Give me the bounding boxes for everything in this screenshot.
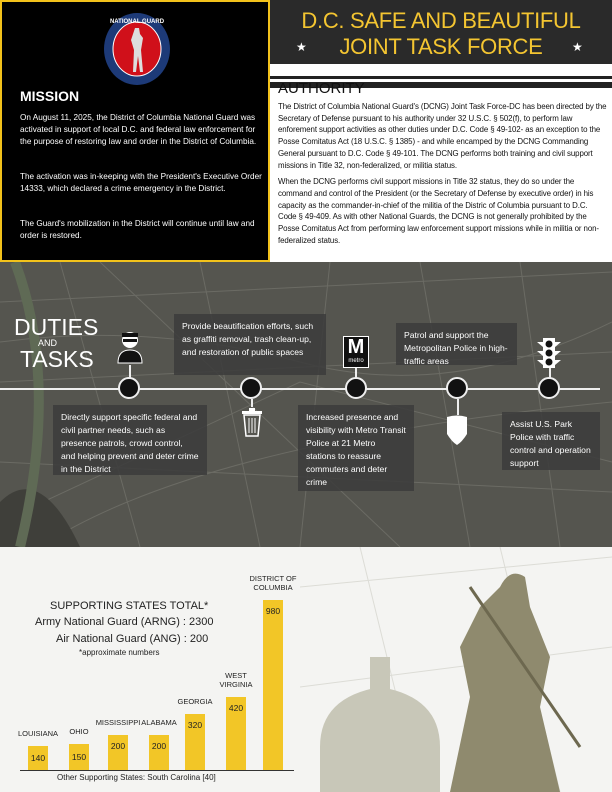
duties-title-word: TASKS xyxy=(20,346,94,372)
mission-title: MISSION xyxy=(20,88,80,104)
bar xyxy=(263,600,283,770)
duty-item: Increased presence and visibility with Metro Transit Police at 21 Metro stations to reassure commuters and deter crime xyxy=(298,405,414,491)
timeline-node xyxy=(345,377,367,399)
duties-title-and: AND xyxy=(38,338,58,348)
totals-title: SUPPORTING STATES TOTAL* xyxy=(50,600,209,612)
bar-value: 150 xyxy=(71,751,87,762)
other-states-note: Other Supporting States: South Carolina [40] xyxy=(57,773,216,782)
duty-item: Directly support specific federal and civil partner needs, such as presence patrols, crowd control, and helping prevent and deter crime in the District xyxy=(53,405,207,475)
star-icon: ★ xyxy=(572,40,583,54)
arng-total: Army National Guard (ARNG) : 2300 xyxy=(35,616,214,628)
duty-item: Patrol and support the Metropolitan Police in high-traffic areas xyxy=(396,323,517,365)
duties-section xyxy=(0,262,612,547)
authority-paragraph: The District of Columbia National Guard's (DCNG) Joint Task Force-DC has been directed by the Secretary of Defense pursuant to his authority under 32 U.S.C. § 502(f), to perform law enforement support activities as other duties under D.C. Code § 49-102- as an exception to the Posse Comitatus Act (18 U.S.C. § 1385) - and while encamped by the DCNG Commanding General pursuant to D.C. Code § 49-101. The DCNG performs both training and civil support missions in Title 32, non-federalized, or militia status. xyxy=(278,102,607,170)
metro-word: metro xyxy=(348,358,364,364)
police-shield-icon xyxy=(445,414,469,446)
bar-label: WEST VIRGINIA xyxy=(219,671,253,690)
national-guard-logo xyxy=(102,12,172,87)
bar-label: OHIO xyxy=(69,726,89,736)
traffic-light-icon xyxy=(537,338,561,368)
authority-title: AUTHORITY xyxy=(278,80,365,97)
title-line-2: JOINT TASK FORCE xyxy=(339,34,543,59)
duties-title-word: DUTIES xyxy=(14,314,99,340)
svg-text:NATIONAL GUARD: NATIONAL GUARD xyxy=(109,19,165,25)
header-banner xyxy=(270,0,612,64)
mission-paragraph: On August 11, 2025, the District of Columbia National Guard was activated in support of local D.C. and federal law enforcement for the purpose of restoring law and order in the District of Columbia. xyxy=(20,113,257,146)
timeline-node xyxy=(446,377,468,399)
totals-note: *approximate numbers xyxy=(79,648,160,657)
metro-letter: M xyxy=(347,336,365,358)
chart-baseline xyxy=(20,770,294,771)
metro-icon xyxy=(343,336,369,368)
duties-title xyxy=(14,316,98,371)
mission-paragraph: The activation was in-keeping with the President's Executive Order 14333, which declared a crime emergency in the District. xyxy=(20,172,262,193)
trash-can-icon xyxy=(241,407,263,437)
capitol-minuteman-illustration xyxy=(300,547,612,792)
bar-label: GEORGIA xyxy=(177,697,213,707)
bar-value: 980 xyxy=(265,606,281,616)
bar-label: ALABAMA xyxy=(141,718,177,728)
authority-section xyxy=(278,80,608,251)
bar-value: 320 xyxy=(187,720,203,731)
bar-value: 200 xyxy=(151,741,167,752)
bar-value: 140 xyxy=(30,752,46,763)
mission-paragraph: The Guard's mobilization in the District will continue until law and order is restored. xyxy=(20,219,255,240)
bar-value: 200 xyxy=(110,741,126,752)
authority-paragraph: When the DCNG performs civil support missions in Title 32 status, they do so under the command and control of the President (or the Secretary of Defense by executive order) in his capacity as the commander-in-chief of the militia of the Distric of Columbia pursuant to D.C. Code § 49-409. As with other National Guards, the DCNG is not generally prohibited by the Posse Comitatus Act from performing law enforcement support missions while in militia or non-federalized status. xyxy=(278,177,599,245)
ang-total: Air National Guard (ANG) : 200 xyxy=(56,633,209,645)
bar-value: 420 xyxy=(228,703,244,714)
supporting-states-section xyxy=(0,547,612,792)
bar-label: MISSISSIPPI xyxy=(95,718,141,728)
timeline-line xyxy=(0,388,600,390)
title-line-1: D.C. SAFE AND BEAUTIFUL xyxy=(301,8,581,33)
timeline-node xyxy=(538,377,560,399)
timeline-node xyxy=(118,377,140,399)
star-icon: ★ xyxy=(296,40,307,54)
bar-label: LOUISIANA xyxy=(17,728,58,738)
mission-panel xyxy=(0,0,270,262)
duty-item: Provide beautification efforts, such as graffiti removal, trash clean-up, and restoration of public spaces xyxy=(174,314,326,375)
person-sunglasses-icon xyxy=(117,330,143,364)
timeline-node xyxy=(240,377,262,399)
duty-item: Assist U.S. Park Police with traffic control and operation support xyxy=(502,412,600,470)
bar-label: DISTRICT OF COLUMBIA xyxy=(249,574,297,592)
divider xyxy=(270,76,612,79)
